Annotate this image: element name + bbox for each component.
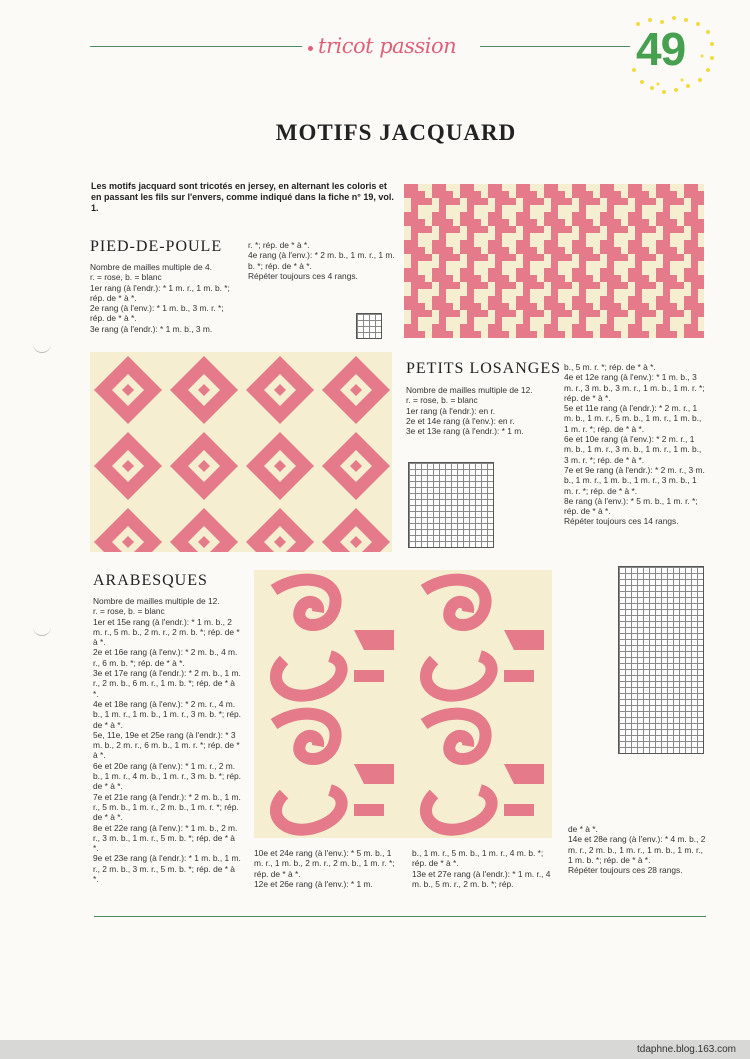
text-line: 5e, 11e, 19e et 25e rang (à l'endr.): * 3 m. b., 2 m. r., 6 m. b., 1 m. r. *; rép. de * à *. xyxy=(93,729,240,761)
text-line: 9e et 23e rang (à l'endr.): * 1 m. b., 1 m. r., 2 m. b., 3 m. r., 5 m. b. *; rép. de * à *. xyxy=(93,853,241,885)
text-line: 3e rang (à l'endr.): * 1 m. b., 3 m. xyxy=(90,323,213,334)
text-line: 2e et 14e rang (à l'env.): en r. xyxy=(406,415,515,426)
text-line: 12e et 26e rang (à l'env.): * 1 m. xyxy=(254,878,373,889)
text-line: Nombre de mailles multiple de 12. xyxy=(406,385,533,395)
text-line: Répéter toujours ces 28 rangs. xyxy=(568,865,683,876)
text-line: 14e et 28e rang (à l'env.): * 4 m. b., 2 m. r., 2 m. b., 1 m. r., 1 m. b., 1 m. r., 1 m. b. *; rép. de * à *. xyxy=(568,834,706,865)
intro-text: Les motifs jacquard sont tricotés en jersey, en alternant les coloris et en passant les fils sur l'envers, comme indiqué dans la fiche n° 19, vol. 1. xyxy=(91,181,394,213)
chart-petits-losanges xyxy=(408,462,494,548)
petits-losanges-text xyxy=(406,385,556,436)
text-line: 10e et 24e rang (à l'env.): * 5 m. b., 1 m. r., 1 m. b., 2 m. r., 2 m. b., 1 m. r. *; rép. de * à *. xyxy=(254,848,395,879)
header-rule-left xyxy=(90,46,302,47)
text-line: r. *; rép. de * à *. xyxy=(248,240,310,250)
binding-hole xyxy=(33,342,51,353)
text-line: b., 5 m. r. *; rép. de * à *. xyxy=(564,362,656,372)
header-rule-right xyxy=(480,46,630,47)
text-line: 2e rang (à l'env.): * 1 m. b., 3 m. r. *; rép. de * à *. xyxy=(90,303,224,324)
text-line: 8e rang (à l'env.): * 5 m. b., 1 m. r. *; rép. de * à *. xyxy=(564,495,698,517)
watermark: tdaphne.blog.163.com xyxy=(637,1044,736,1055)
text-line: 8e et 22e rang (à l'env.): * 1 m. b., 2 m. r., 3 m. b., 1 m. r., 5 m. b. *; rép. de * à *. xyxy=(93,822,238,854)
chart-pied-de-poule xyxy=(356,313,382,339)
text-line: 1er rang (à l'endr.): en r. xyxy=(406,405,496,416)
petits-losanges-text-col2 xyxy=(564,362,706,527)
chart-arabesques xyxy=(618,566,704,754)
page-number: 49 xyxy=(636,23,686,75)
arabesques-text-col2 xyxy=(254,848,400,889)
text-line: Répéter toujours ces 4 rangs. xyxy=(248,270,358,281)
text-line: 1er et 15e rang (à l'endr.): * 1 m. b., 2 m. r., 5 m. b., 2 m. r., 2 m. b. *; rép. de * à *. xyxy=(93,616,240,648)
text-line: 4e et 12e rang (à l'env.): * 1 m. b., 3 m. r., 3 m. b., 3 m. r., 1 m. b., 1 m. r. *; rép. de * à *. xyxy=(564,372,705,403)
swatch-petits-losanges xyxy=(90,352,392,552)
text-line: 1er rang (à l'endr.): * 1 m. r., 1 m. b. *; rép. de * à *. xyxy=(90,282,230,303)
text-line: de * à *. xyxy=(568,824,598,834)
text-line: r. = rose, b. = blanc xyxy=(90,272,162,283)
heading-pied-de-poule: PIED-DE-POULE xyxy=(90,238,223,255)
text-line: 13e et 27e rang (à l'endr.): * 1 m. r., 4 m. b., 5 m. r., 2 m. b. *; rép. xyxy=(412,868,551,889)
text-line: b., 1 m. r., 5 m. b., 1 m. r., 4 m. b. *; rép. de * à *. xyxy=(412,848,544,869)
pied-de-poule-text xyxy=(90,262,240,334)
text-line: 5e et 11e rang (à l'endr.): * 2 m. r., 1 m. b., 1 m. r., 5 m. b., 1 m. r., 1 m. b., 1 m. r. *; rép. de * à *. xyxy=(564,403,702,434)
brand-bullet xyxy=(308,46,313,51)
text-line: 7e et 21e rang (à l'endr.): * 2 m. b., 1 m. r., 5 m. b., 1 m. r., 2 m. b., 1 m. r. *; rép. de * à *. xyxy=(93,791,241,823)
text-line: 3e et 17e rang (à l'endr.): * 2 m. b., 1 m. r., 2 m. b., 6 m. r., 1 m. b. *; rép. de * à *. xyxy=(93,668,241,699)
swatch-arabesques xyxy=(254,570,552,838)
text-line: r. = rose, b. = blanc xyxy=(406,395,478,406)
brand-logo: tricot passion xyxy=(318,34,457,58)
text-line: 7e et 9e rang (à l'endr.): * 2 m. r., 3 m. b., 1 m. r., 1 m. b., 1 m. r., 3 m. b., 1 m. r. *; rép. de * à *. xyxy=(564,464,705,496)
arabesques-text xyxy=(93,596,241,884)
pied-de-poule-text-col2 xyxy=(248,240,396,281)
text-line: 4e et 18e rang (à l'env.): * 2 m. r., 4 m. b., 1 m. r., 1 m. b., 1 m. r., 3 m. b. *; rép. de * à *. xyxy=(93,698,242,730)
text-line: Nombre de mailles multiple de 4. xyxy=(90,262,212,272)
text-line: Nombre de mailles multiple de 12. xyxy=(93,596,220,606)
page-title: MOTIFS JACQUARD xyxy=(275,120,517,145)
heading-petits-losanges: PETITS LOSANGES xyxy=(406,360,562,377)
arabesques-text-col4 xyxy=(568,824,708,875)
text-line: 3e et 13e rang (à l'endr.): * 1 m. xyxy=(406,426,524,437)
arabesques-text-col3 xyxy=(412,848,558,889)
text-line: Répéter toujours ces 14 rangs. xyxy=(564,516,679,527)
footer-rule xyxy=(94,916,706,917)
text-line: 6e et 10e rang (à l'env.): * 2 m. r., 1 m. b., 1 m. r., 3 m. b., 1 m. r., 1 m. b., 3 m. r. *; rép. de * à *. xyxy=(564,434,702,465)
binding-hole xyxy=(33,625,51,636)
swatch-pied-de-poule xyxy=(404,184,704,338)
heading-arabesques: ARABESQUES xyxy=(93,572,208,589)
text-line: 6e et 20e rang (à l'env.): * 1 m. r., 2 m. b., 1 m. r., 4 m. b., 1 m. r., 3 m. b. *; rép. de * à *. xyxy=(93,760,242,792)
text-line: 4e rang (à l'env.): * 2 m. b., 1 m. r., 1 m. b. *; rép. de * à *. xyxy=(248,250,395,271)
text-line: 2e et 16e rang (à l'env.): * 2 m. b., 4 m. r., 6 m. b. *; rép. de * à *. xyxy=(93,647,238,668)
text-line: r. = rose, b. = blanc xyxy=(93,606,165,617)
